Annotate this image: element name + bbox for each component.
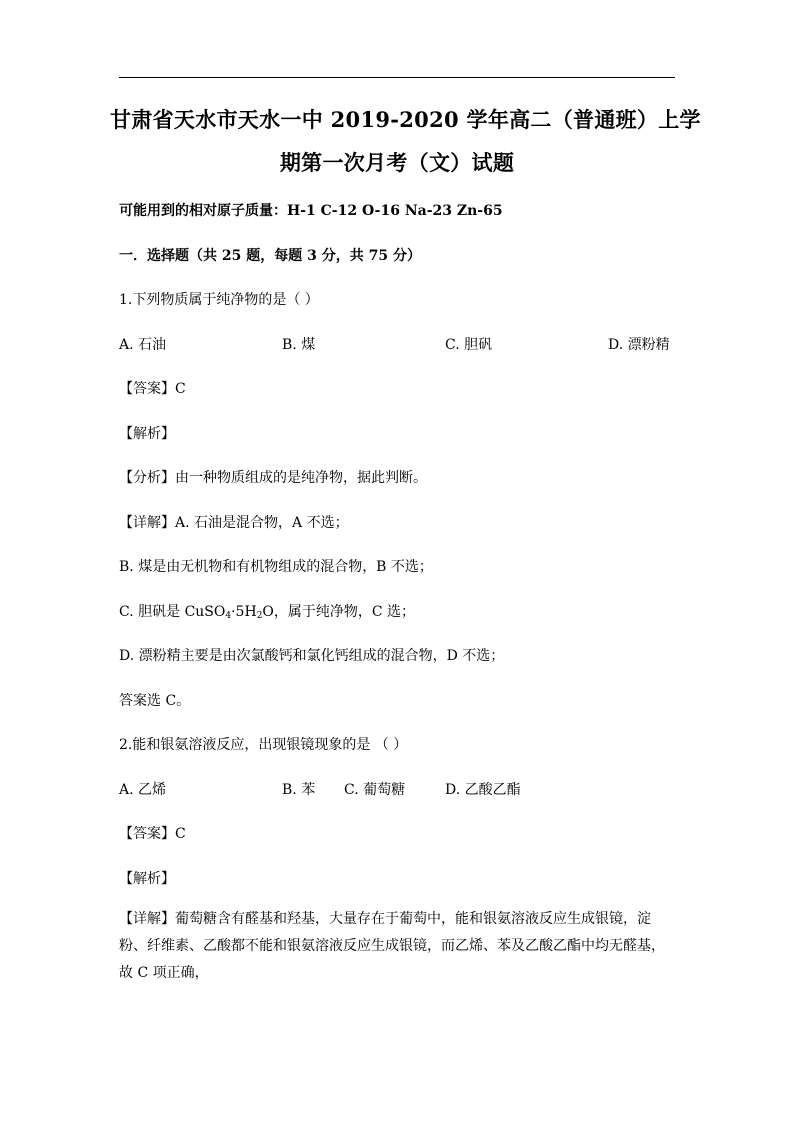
q1-detail-c-mid: ·5H (231, 604, 257, 620)
q2-option-d: D. 乙酸乙酯 (445, 782, 521, 798)
doc-title-line2: 期第一次月考（文）试题 (279, 150, 515, 175)
q1-analysis: 【分析】由一种物质组成的是纯净物，据此判断。 (119, 470, 427, 486)
q1-detail-c-pre: C. 胆矾是 CuSO (119, 604, 226, 620)
doc-title-line1: 甘肃省天水市天水一中 2019-2020 学年高二（普通班）上学 (110, 107, 701, 132)
q1-detail-a: 【详解】A. 石油是混合物，A 不选； (119, 515, 349, 531)
q2-option-b: B. 苯 (282, 782, 316, 798)
q1-option-a: A. 石油 (119, 337, 167, 353)
q1-detail-d: D. 漂粉精主要是由次氯酸钙和氯化钙组成的混合物，D 不选； (119, 648, 505, 664)
q1-option-b: B. 煤 (282, 337, 316, 353)
section-heading: 一．选择题（共 25 题，每题 3 分，共 75 分） (119, 248, 421, 264)
q2-answer: 【答案】C (119, 826, 186, 842)
q1-detail-c-post: O，属于纯净物，C 选； (262, 604, 416, 620)
q1-detail-c (119, 601, 415, 621)
q1-answer: 【答案】C (119, 381, 186, 397)
q2-stem: 2.能和银氨溶液反应，出现银镜现象的是 （ ） (119, 737, 408, 753)
q1-stem: 1.下列物质属于纯净物的是（ ） (119, 292, 319, 308)
q1-option-d: D. 漂粉精 (608, 337, 670, 353)
q1-detail-b: B. 煤是由无机物和有机物组成的混合物，B 不选； (119, 559, 433, 575)
q1-conclusion: 答案选 C。 (119, 693, 191, 709)
q2-detail: 【详解】葡萄糖含有醛基和羟基，大量存在于葡萄中，能和银氨溶液反应生成银镜，淀粉、纤维素、乙酸都不能和银氨溶液反应生成银镜，而乙烯、苯及乙酸乙酯中均无醛基，故 C 项正确， (119, 911, 665, 981)
header-rule (119, 77, 675, 78)
q1-detail-c-sub2: 2 (256, 611, 263, 621)
q1-analysis-heading: 【解析】 (119, 426, 175, 442)
q2-option-c: C. 葡萄糖 (344, 782, 406, 798)
atomic-mass-note: 可能用到的相对原子质量：H-1 C-12 O-16 Na-23 Zn-65 (119, 203, 503, 219)
q1-detail-c-sub1: 4 (225, 611, 232, 621)
q2-analysis-heading: 【解析】 (119, 871, 175, 887)
q2-option-a: A. 乙烯 (119, 782, 167, 798)
q1-option-c: C. 胆矾 (445, 337, 493, 353)
